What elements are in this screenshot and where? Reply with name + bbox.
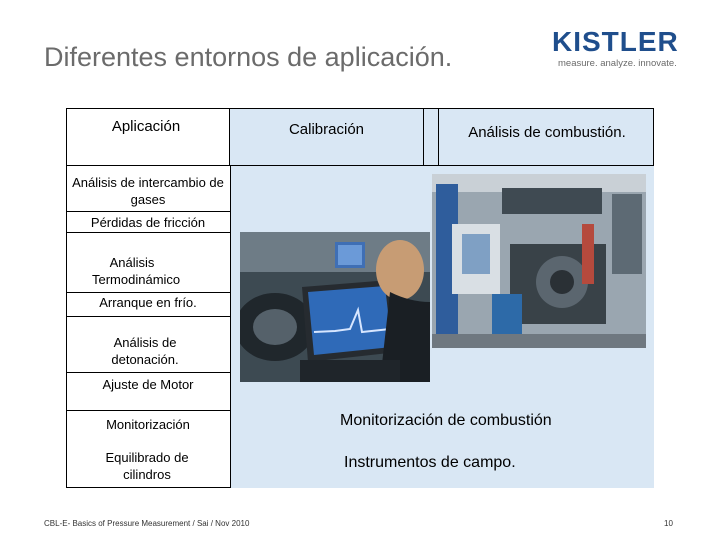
- field-instruments-label: Instrumentos de campo.: [344, 454, 516, 471]
- app-gas-exchange: Análisis de intercambio de gases: [72, 175, 224, 207]
- kistler-logo: [548, 26, 682, 72]
- footer-text: CBL-E- Basics of Pressure Measurement / Sai / Nov 2010: [44, 519, 250, 528]
- app-friction-loss: Pérdidas de fricción: [90, 215, 206, 230]
- row-divider: [66, 410, 230, 411]
- row-divider: [66, 372, 230, 373]
- app-cylinder-balancing: Equilibrado de cilindros: [105, 450, 189, 482]
- page-number: 10: [664, 519, 673, 528]
- row-divider: [66, 232, 230, 233]
- row-divider: [66, 211, 230, 212]
- row-divider: [66, 316, 230, 317]
- combustion-monitoring-label: Monitorización de combustión: [340, 412, 552, 429]
- row-divider: [66, 292, 230, 293]
- header-calibracion: Calibración: [288, 121, 365, 138]
- header-divider: [423, 108, 424, 166]
- logo-tagline: measure. analyze. innovate.: [558, 58, 677, 69]
- app-monitoring: Monitorización: [106, 417, 190, 432]
- row-divider: [66, 487, 230, 488]
- in-car-calibration-photo: [240, 232, 430, 382]
- column-border: [66, 108, 67, 488]
- slide-title: Diferentes entornos de aplicación.: [44, 42, 453, 72]
- app-thermodynamic: Análisis Termodinámico: [92, 255, 181, 287]
- header-aplicacion: Aplicación: [111, 118, 181, 135]
- app-knock: Análisis de detonación.: [111, 335, 179, 367]
- app-cold-start: Arranque en frío.: [99, 295, 197, 310]
- header-divider: [438, 108, 439, 166]
- engine-test-bench-photo: [432, 174, 646, 348]
- app-engine-tuning: Ajuste de Motor: [102, 377, 194, 392]
- logo-wordmark: KISTLER: [552, 26, 679, 57]
- header-combustion: Análisis de combustión.: [468, 124, 626, 141]
- column-border: [230, 166, 231, 488]
